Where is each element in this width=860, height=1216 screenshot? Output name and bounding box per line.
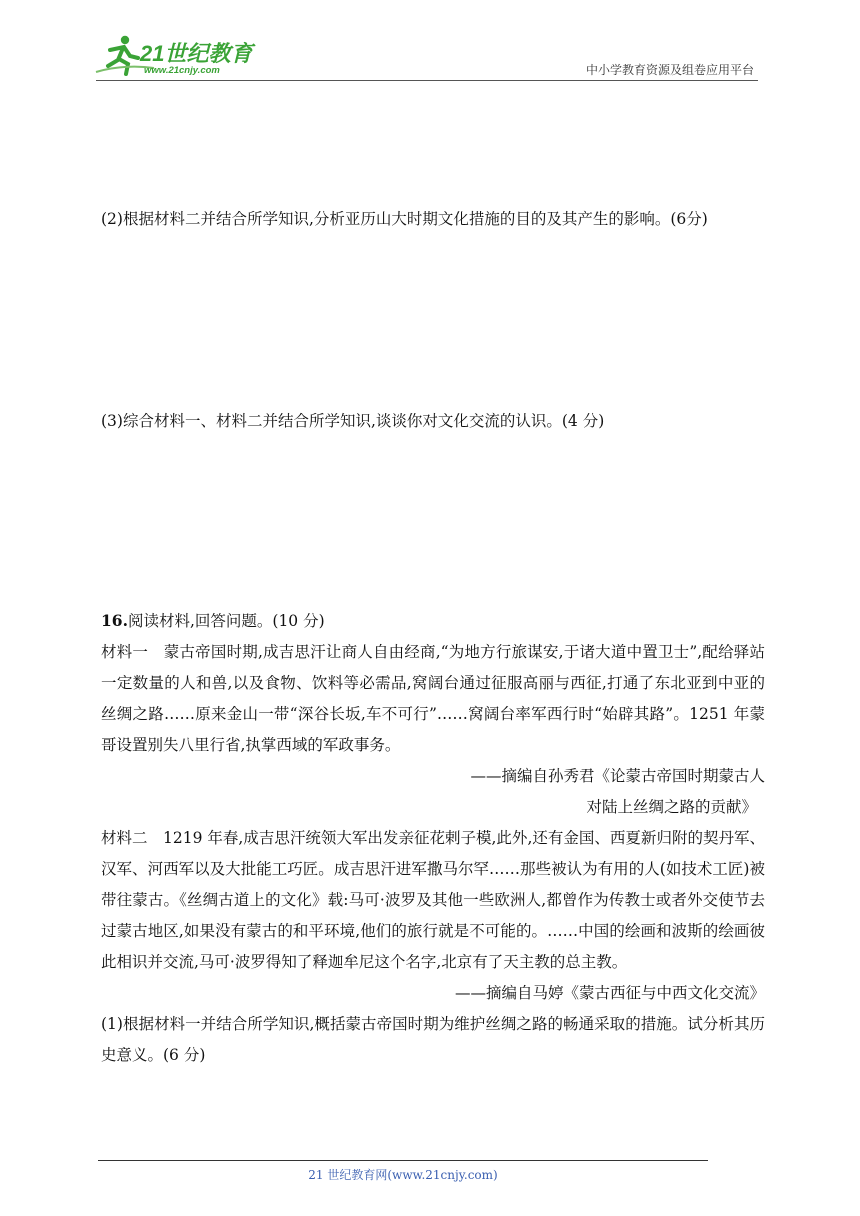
question-2-text: (2)根据材料二并结合所学知识,分析亚历山大时期文化措施的目的及其产生的影响。(6分): [101, 210, 708, 228]
question-2: [101, 204, 765, 235]
logo-text: 21世纪教育: [140, 41, 253, 66]
header-divider: [96, 80, 758, 81]
question-16-header: [101, 605, 765, 637]
material-1-source-line2: 对陆上丝绸之路的贡献》: [586, 798, 757, 816]
header-platform-text: 中小学教育资源及组卷应用平台: [585, 63, 754, 77]
logo-url: www.21cnjy.com: [144, 65, 220, 76]
question-16-number: 16.: [101, 611, 128, 630]
material-1: 材料一 蒙古帝国时期,成吉思汗让商人自由经商,“为地方行旅谋安,于诸大道中置卫士”,配给驿站一定数量的人和兽,以及食物、饮料等必需品,窝阔台通过征服高丽与西征,打通了东北亚到中亚的丝绸之路……原来金山一带“深谷长坂,车不可行”……窝阔台率军西行时“始辟其路”。1251 年蒙哥设置别失八里行省,执掌西域的军政事务。: [101, 643, 765, 754]
footer-link[interactable]: 21 世纪教育网(www.21cnjy.com): [308, 1168, 498, 1182]
question-16: [101, 605, 765, 1071]
footer-divider: [98, 1160, 708, 1161]
question-3: [101, 406, 765, 437]
question-16-title: 阅读材料,回答问题。(10 分): [127, 612, 325, 630]
sub-question-1: (1)根据材料一并结合所学知识,概括蒙古帝国时期为维护丝绸之路的畅通采取的措施。试分析其历史意义。(6 分): [101, 1015, 765, 1064]
site-logo: [94, 34, 262, 78]
material-2: 材料二 1219 年春,成吉思汗统领大军出发亲征花剌子模,此外,还有金国、西夏新归附的契丹军、汉军、河西军以及大批能工巧匠。成吉思汗进军撒马尔罕……那些被认为有用的人(如技术工匠)被带往蒙古。《丝绸古道上的文化》载:马可·波罗及其他一些欧洲人,都曾作为传教士或者外交使节去过蒙古地区,如果没有蒙古的和平环境,他们的旅行就是不可能的。……中国的绘画和波斯的绘画彼此相识并交流,马可·波罗得知了释迦牟尼这个名字,北京有了天主教的总主教。: [101, 829, 765, 971]
question-3-text: (3)综合材料一、材料二并结合所学知识,谈谈你对文化交流的认识。(4 分): [101, 412, 605, 430]
material-1-source-line1: ——摘编自孙秀君《论蒙古帝国时期蒙古人: [470, 767, 765, 785]
material-2-source: ——摘编自马婷《蒙古西征与中西文化交流》: [454, 984, 765, 1002]
